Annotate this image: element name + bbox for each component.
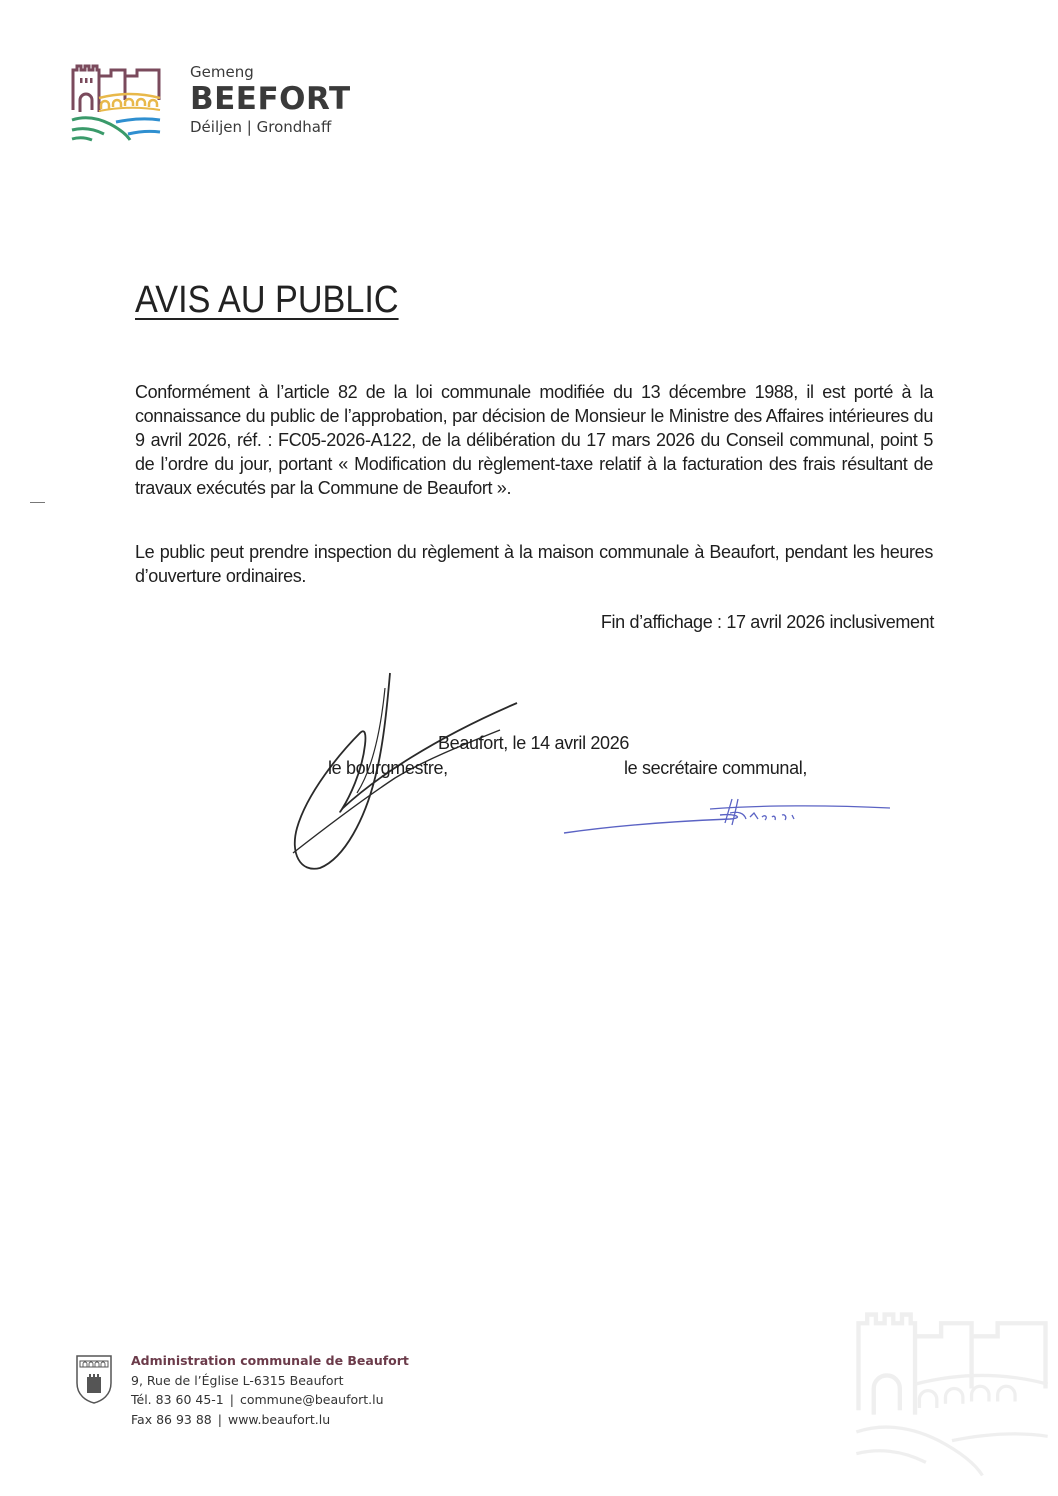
- notice-paragraph-1: Conformément à l’article 82 de la loi communale modifiée du 13 décembre 1988, il est porté à la connaissance du public de l’approbation, par décision de Monsieur le Ministre des Affaires intérieures du 9 avril 2026, réf. : FC05-2026-A122, de la délibération du 17 mars 2026 du Conseil communal, point 5 de l’ordre du jour, portant « Modification du règlement-taxe relatif à la facturation des frais résultant de travaux exécutés par la Commune de Beaufort ».: [135, 382, 933, 498]
- mayor-label: le bourgmestre,: [328, 758, 448, 778]
- document-title: AVIS AU PUBLIC: [135, 279, 399, 321]
- footer-fax: Fax 86 93 88: [131, 1411, 212, 1427]
- end-of-posting-date: Fin d’affichage : 17 avril 2026 inclusivement: [600, 612, 934, 632]
- footer-phone-email-line: [131, 1390, 409, 1410]
- margin-fold-mark: [30, 502, 45, 503]
- secretary-signature: [560, 795, 895, 840]
- separator: |: [217, 1411, 222, 1427]
- footer-address: 9, Rue de l’Église L-6315 Beaufort: [131, 1372, 344, 1388]
- castle-watermark-icon: [852, 1300, 1052, 1490]
- footer-website-link[interactable]: www.beaufort.lu: [227, 1411, 331, 1427]
- footer-email-link[interactable]: commune@beaufort.lu: [239, 1392, 384, 1407]
- logo-gemeng: Gemeng: [190, 63, 254, 81]
- secretary-label: le secrétaire communal,: [624, 758, 808, 778]
- municipality-logo-text: [190, 62, 351, 138]
- separator: |: [229, 1392, 234, 1407]
- footer-phone: Tél. 83 60 45-1: [131, 1392, 224, 1407]
- footer-organization: Administration communale de Beaufort: [131, 1353, 409, 1368]
- footer-contact: [131, 1351, 409, 1429]
- footer-fax-web-line: [131, 1410, 409, 1430]
- logo-subtitle: Déiljen | Grondhaff: [190, 118, 332, 136]
- notice-paragraph-2: Le public peut prendre inspection du règlement à la maison communale à Beaufort, pendant les heures d’ouverture ordinaires.: [135, 542, 933, 586]
- coat-of-arms-icon: [74, 1353, 114, 1405]
- castle-logo-icon: [70, 62, 162, 144]
- place-and-date: Beaufort, le 14 avril 2026: [438, 733, 630, 753]
- logo-name: BEEFORT: [190, 81, 351, 117]
